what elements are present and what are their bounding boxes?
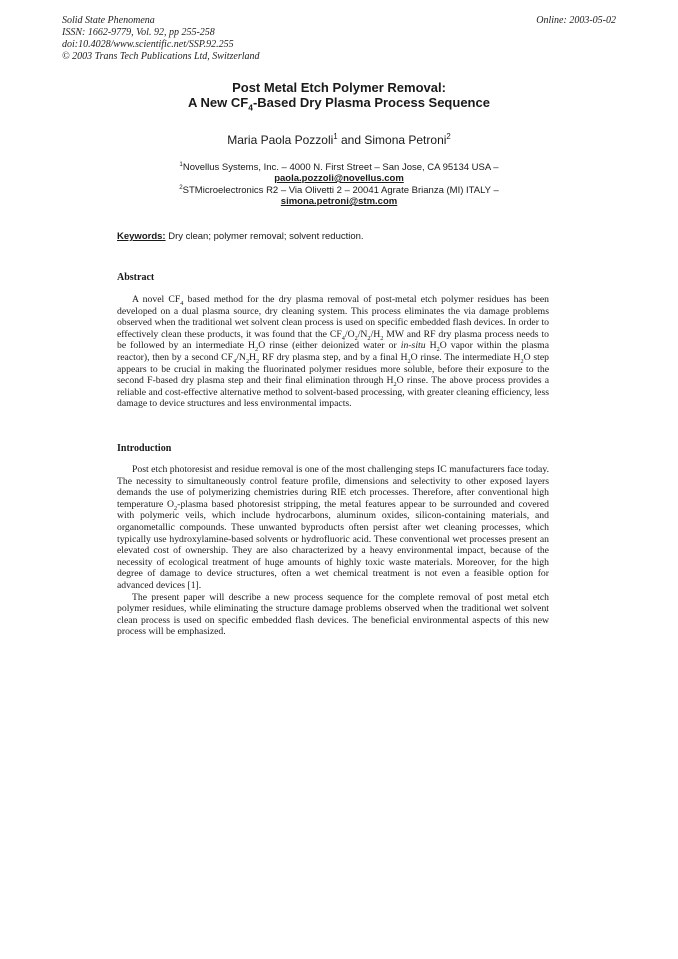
journal-header	[62, 15, 260, 63]
author-1: Maria Paola Pozzoli	[227, 133, 334, 147]
online-date: Online: 2003-05-02	[536, 15, 616, 26]
keywords-label: Keywords:	[117, 231, 166, 242]
title-line-2: A New $CF_4$-Based Dry Plasma Process Sequence	[188, 95, 490, 113]
introduction-heading: Introduction	[117, 443, 172, 454]
email-link-1[interactable]: paola.pozzoli@novellus.com	[274, 173, 404, 184]
issn-line: ISSN: 1662-9779, Vol. 92, pp 255-258	[62, 27, 215, 38]
paper-title	[0, 80, 678, 113]
author-list: Maria Paola Pozzoli$^1$ and Simona Petroni$^2$	[227, 132, 451, 147]
affiliation-2: $^2$STMicroelectronics R2 – Via Olivetti 2 – 20041 Agrate Brianza (MI) ITALY – simona.petroni@stm.com	[0, 185, 678, 207]
introduction-text	[117, 464, 549, 638]
intro-paragraph-2: The present paper will describe a new process sequence for the complete removal of post metal etch polymer residues, while eliminating the structure damage problems observed when the traditional wet solvent clean process is used on specific embedded flash devices. The beneficial environmental aspects of this new process will be emphasized.	[117, 591, 549, 638]
copyright-line: © 2003 Trans Tech Publications Ltd, Switzerland	[62, 51, 260, 62]
abstract-heading: Abstract	[117, 272, 155, 283]
affiliation-1: $^1$Novellus Systems, Inc. – 4000 N. First Street – San Jose, CA 95134 USA – paola.pozzoli@novellus.com	[0, 162, 678, 184]
intro-paragraph-1: Post etch photoresist and residue removal is one of the most challenging steps IC manufacturers face today. The necessity to simultaneously control feature profile, dimensions and selectivity to other exposed layers demands the use of polymerizing chemistries during RIE etch processes. Therefore, after conventional high temperature $O_2$-plasma based photoresist stripping, the metal features appear to be surrounded and covered with polymeric veils, which include hydrocarbons, aluminum oxides, silicon-containing materials, and organometallic compounds. These unwanted byproducts often persist after wet cleaning processes, which typically use hydroxylamine-based solvents or hydrofluoric acid. These conventional wet processes present an elevated cost of ownership. They are also characterized by a heavy environmental impact, because of the necessity of ecological treatment of huge amounts of highly toxic waste materials. Moreover, for the high degree of damage to device structures, often a wet chemical treatment is not even a feasible option for advanced devices [1].	[117, 464, 549, 591]
keywords-text: Dry clean; polymer removal; solvent reduction.	[165, 231, 364, 242]
keywords	[117, 231, 364, 242]
doi-line: doi:10.4028/www.scientific.net/SSP.92.255	[62, 39, 234, 50]
title-line-1: Post Metal Etch Polymer Removal:	[232, 80, 446, 95]
author-2: Simona Petroni	[364, 133, 447, 147]
abstract-text: A novel $CF_4$ based method for the dry plasma removal of post-metal etch polymer residues has been developed on a dual plasma source, dry cleaning system. This process eliminates the via damage problems observed when the traditional wet solvent clean process is used on specific embedded flash devices. In order to effectively clean these products, it was found that the $CF_4/O_2/N_2/H_2$ MW and RF dry plasma process needs to be followed by an intermediate $H_2O$ rinse (either deionized water or in-situ $H_2O$ vapor within the plasma reactor), then by a second $CF_4/N_2H_2$ RF dry plasma step, and by a final $H_2O$ rinse. The intermediate $H_2O$ step appears to be crucial in making the fluorinated polymer residues more soluble, before their exposure to the second F-based dry plasma step and their final elimination through $H_2O$ rinse. The above process provides a reliable and cost-effective alternative method to solvent-based processing, with greater cleaning efficiency, less damage to device structures and less environmental impacts.	[117, 294, 550, 410]
journal-name: Solid State Phenomena	[62, 15, 155, 26]
email-link-2[interactable]: simona.petroni@stm.com	[280, 196, 398, 207]
